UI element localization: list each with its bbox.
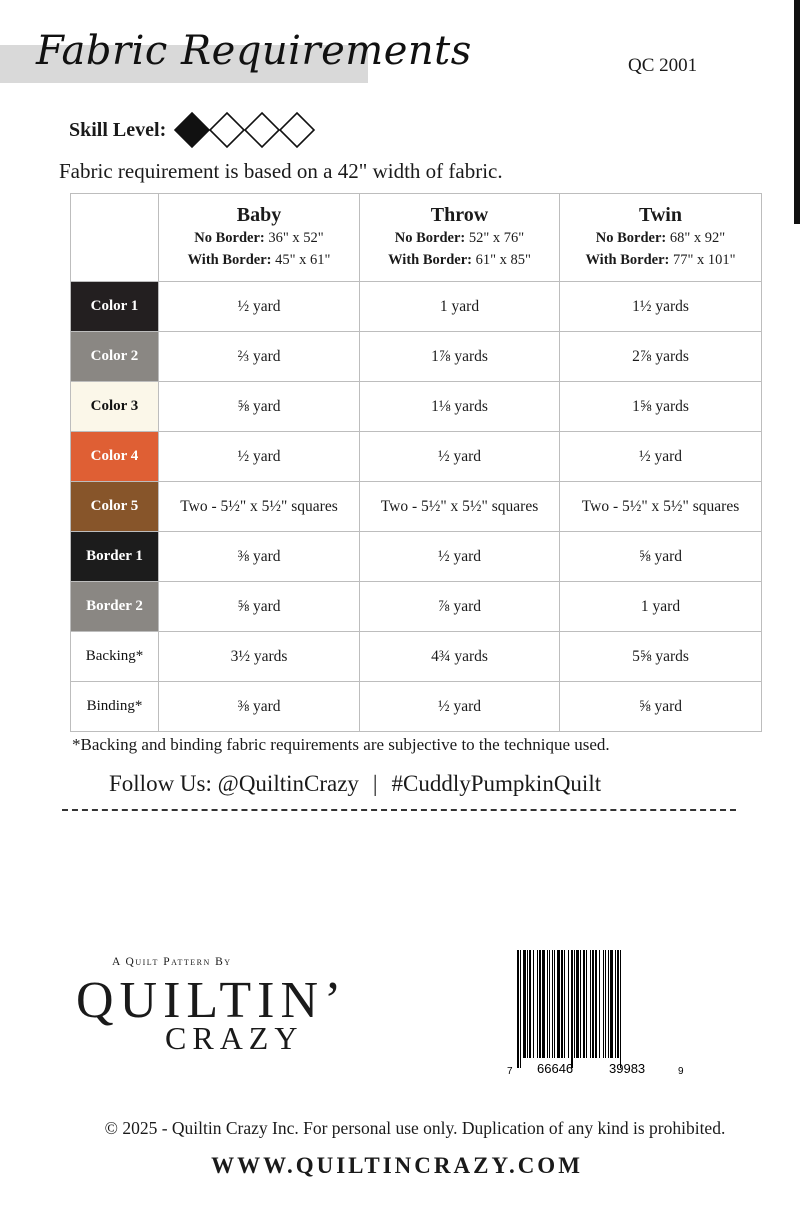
barcode-bar — [576, 950, 579, 1058]
barcode-bar — [620, 950, 621, 1068]
size-with-border: With Border: 61" x 85" — [388, 252, 531, 268]
website-link[interactable]: WWW.QUILTINCRAZY.COM — [211, 1153, 583, 1178]
row-label: Color 2 — [71, 332, 159, 382]
barcode-bar — [552, 950, 553, 1058]
skill-diamond-empty-icon — [210, 113, 244, 147]
barcode-bar — [533, 950, 534, 1058]
barcode-bar — [608, 950, 609, 1058]
barcode-bar — [592, 950, 594, 1058]
barcode-bar — [615, 950, 616, 1058]
logo-wordmark-sub: CRAZY — [165, 1020, 304, 1056]
size-header — [560, 194, 762, 282]
table-header-row — [71, 194, 762, 282]
barcode-bar — [523, 950, 526, 1058]
skill-level — [69, 110, 322, 150]
barcode-bar — [610, 950, 613, 1058]
barcode-bar — [599, 950, 600, 1058]
size-name: Throw — [430, 204, 489, 226]
size-name: Baby — [236, 204, 282, 226]
barcode-bar — [590, 950, 591, 1058]
table-row — [71, 582, 762, 632]
yardage-cell: Two - 5½" x 5½" squares — [159, 482, 360, 532]
barcode-bar — [617, 950, 619, 1058]
yardage-cell: ½ yard — [159, 282, 360, 332]
yardage-cell: ½ yard — [360, 532, 560, 582]
barcode-bar — [554, 950, 555, 1058]
logo-tagline: A Quilt Pattern By — [112, 956, 232, 968]
barcode-bar — [537, 950, 538, 1058]
row-label: Backing* — [71, 632, 159, 682]
yardage-cell: ½ yard — [360, 682, 560, 732]
table-row — [71, 432, 762, 482]
row-label: Border 1 — [71, 532, 159, 582]
table-row — [71, 482, 762, 532]
row-label: Color 3 — [71, 382, 159, 432]
barcode-right-group: 39983 — [609, 1061, 646, 1076]
yardage-cell: ½ yard — [159, 432, 360, 482]
barcode-bar — [547, 950, 548, 1058]
yardage-cell: 1½ yards — [560, 282, 762, 332]
yardage-cell: 1 yard — [560, 582, 762, 632]
barcode-bar — [583, 950, 585, 1058]
yardage-cell: ⅜ yard — [159, 532, 360, 582]
table-row — [71, 632, 762, 682]
table-row — [71, 532, 762, 582]
yardage-cell: 1⅞ yards — [360, 332, 560, 382]
barcode-bar — [549, 950, 550, 1058]
page-title: Fabric Requirements — [36, 28, 472, 74]
yardage-cell: 1⅝ yards — [560, 382, 762, 432]
yardage-cell: ⅞ yard — [360, 582, 560, 632]
size-header — [159, 194, 360, 282]
barcode-bar — [605, 950, 606, 1058]
yardage-cell: 4¾ yards — [360, 632, 560, 682]
follow-line — [109, 771, 601, 797]
skill-diamond-empty-icon — [245, 113, 279, 147]
social-handle: Follow Us: @QuiltinCrazy — [109, 771, 359, 796]
yardage-cell: 5⅝ yards — [560, 632, 762, 682]
yardage-cell: ⅔ yard — [159, 332, 360, 382]
size-no-border: No Border: 68" x 92" — [595, 230, 726, 246]
barcode-bar — [557, 950, 560, 1058]
yardage-cell: ⅝ yard — [560, 682, 762, 732]
yardage-cell: ⅝ yard — [159, 382, 360, 432]
size-name: Twin — [639, 204, 682, 226]
table-row — [71, 282, 762, 332]
yardage-cell: 3½ yards — [159, 632, 360, 682]
intro-text: Fabric requirement is based on a 42" width of fabric. — [59, 159, 503, 183]
yardage-cell: ⅝ yard — [560, 532, 762, 582]
barcode-last-digit: 9 — [678, 1066, 684, 1077]
row-label: Color 4 — [71, 432, 159, 482]
barcode-bar — [571, 950, 573, 1068]
skill-diamond-filled-icon — [175, 113, 209, 147]
yardage-cell: 2⅞ yards — [560, 332, 762, 382]
barcode-bar — [595, 950, 597, 1058]
footnote: *Backing and binding fabric requirements are subjective to the technique used. — [72, 735, 610, 754]
header-empty-cell — [71, 194, 159, 282]
barcode-bar — [520, 950, 521, 1068]
yardage-cell: Two - 5½" x 5½" squares — [560, 482, 762, 532]
edge-bar — [794, 0, 800, 224]
row-label: Color 1 — [71, 282, 159, 332]
size-header — [360, 194, 560, 282]
barcode-bar — [568, 950, 569, 1058]
row-label: Border 2 — [71, 582, 159, 632]
row-label: Color 5 — [71, 482, 159, 532]
copyright: © 2025 - Quiltin Crazy Inc. For personal use only. Duplication of any kind is prohibited. — [104, 1118, 726, 1138]
size-no-border: No Border: 36" x 52" — [194, 230, 324, 246]
fabric-table — [70, 193, 762, 732]
yardage-cell: Two - 5½" x 5½" squares — [360, 482, 560, 532]
size-no-border: No Border: 52" x 76" — [394, 230, 525, 246]
barcode-bar — [603, 950, 604, 1058]
skill-level-label: Skill Level: — [69, 118, 167, 141]
barcode-bar — [539, 950, 541, 1058]
hashtag: #CuddlyPumpkinQuilt — [391, 771, 602, 796]
yardage-cell: 1⅛ yards — [360, 382, 560, 432]
yardage-cell: ½ yard — [360, 432, 560, 482]
size-with-border: With Border: 77" x 101" — [585, 252, 736, 268]
barcode-first-digit: 7 — [507, 1066, 513, 1077]
row-label: Binding* — [71, 682, 159, 732]
barcode-bar — [580, 950, 581, 1058]
barcode — [504, 950, 690, 1080]
barcode-bar — [527, 950, 528, 1058]
table-row — [71, 682, 762, 732]
skill-diamond-empty-icon — [280, 113, 314, 147]
pattern-code: QC 2001 — [628, 55, 698, 76]
skill-diamonds — [172, 110, 322, 150]
barcode-bar — [517, 950, 519, 1068]
barcode-bar — [542, 950, 545, 1058]
table-row — [71, 332, 762, 382]
barcode-bar — [574, 950, 575, 1058]
barcode-left-group: 66646 — [537, 1061, 574, 1076]
barcode-bar — [564, 950, 565, 1058]
yardage-cell: 1 yard — [360, 282, 560, 332]
yardage-cell: ⅜ yard — [159, 682, 360, 732]
yardage-cell: ⅝ yard — [159, 582, 360, 632]
size-with-border: With Border: 45" x 61" — [187, 252, 331, 268]
follow-separator: | — [372, 771, 378, 796]
barcode-bar — [586, 950, 587, 1058]
logo-wordmark: QUILTIN’ — [76, 972, 348, 1029]
cut-line-divider — [62, 809, 736, 811]
barcode-bar — [561, 950, 563, 1058]
barcode-bar — [529, 950, 531, 1058]
yardage-cell: ½ yard — [560, 432, 762, 482]
table-row — [71, 382, 762, 432]
